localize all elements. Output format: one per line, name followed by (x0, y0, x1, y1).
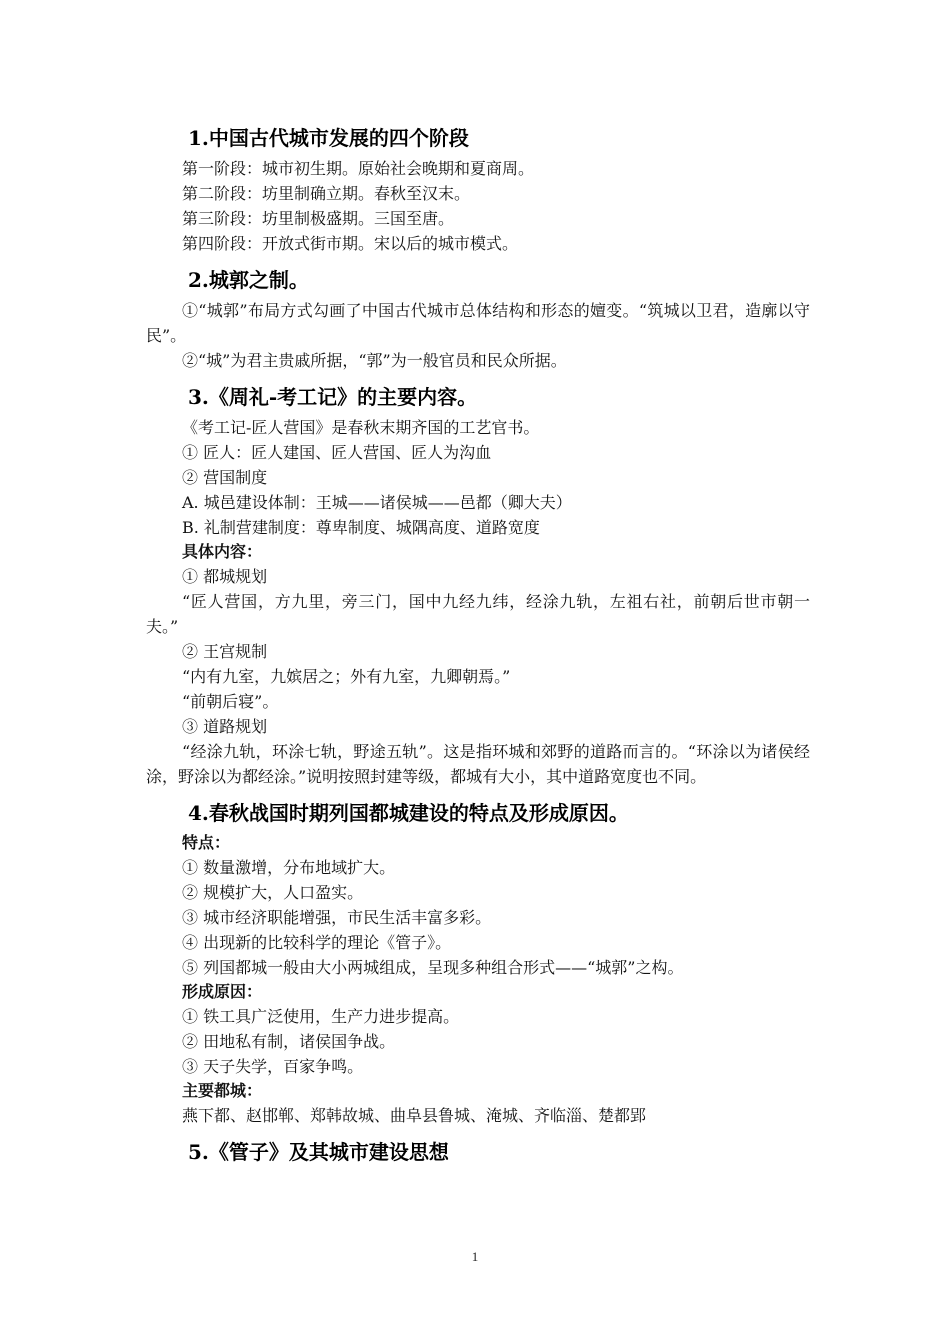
list-item: ① 铁工具广泛使用，生产力进步提高。 (182, 1007, 460, 1026)
list-item: ⑤ 列国都城一般由大小两城组成，呈现多种组合形式——“城郭”之构。 (182, 958, 684, 977)
paragraph: ①“城郭”布局方式勾画了中国古代城市总体结构和形态的嬗变。“筑城以卫君，造廓以守民”。 (146, 301, 810, 345)
content-line: ② 王宫规制 (182, 642, 268, 661)
spacer (146, 256, 810, 260)
list-item: ② 田地私有制，诸侯国争战。 (182, 1032, 396, 1051)
quote-line: “内有九室，九嫔居之；外有九室，九卿朝焉。” (182, 667, 511, 686)
content-line: ① 都城规划 (182, 567, 268, 586)
content-line: ③ 道路规划 (182, 717, 268, 736)
quote-paragraph: “匠人营国，方九里，旁三门，国中九经九纬，经涂九轨，左祖右社，前朝后世市朝一夫。” (146, 592, 810, 636)
section-2-title: 2.城郭之制。 (188, 268, 309, 292)
page-number: 1 (471, 1249, 479, 1264)
content-line: B. 礼制营建制度：尊卑制度、城隅高度、道路宽度 (182, 518, 540, 537)
quote-paragraph: “经涂九轨，环涂七轨，野途五轨”。这是指环城和郊野的道路而言的。“环涂以为诸侯经涂，野涂以为都经涂。”说明按照封建等级，都城有大小，其中道路宽度也不同。 (146, 742, 810, 786)
section-5-title: 5.《管子》及其城市建设思想 (188, 1140, 449, 1164)
stage-line: 第三阶段：坊里制极盛期。三国至唐。 (182, 209, 455, 228)
quote-line: “前朝后寝”。 (182, 692, 279, 711)
content-line: A. 城邑建设体制：王城——诸侯城——邑都（卿大夫） (182, 493, 572, 512)
document-body (146, 118, 810, 1170)
section-1-title: 1.中国古代城市发展的四个阶段 (188, 126, 469, 150)
list-item: ④ 出现新的比较科学的理论《管子》。 (182, 933, 452, 952)
capitals-line: 燕下都、赵邯郸、郑韩故城、曲阜县鲁城、淹城、齐临淄、楚都郢 (182, 1106, 647, 1125)
list-item: ① 数量激增，分布地域扩大。 (182, 858, 396, 877)
paragraph: ②“城”为君主贵戚所据，“郭”为一般官员和民众所据。 (182, 351, 567, 370)
spacer (146, 789, 810, 793)
stage-line: 第一阶段：城市初生期。原始社会晚期和夏商周。 (182, 159, 535, 178)
spacer (146, 1128, 810, 1132)
stage-line: 第二阶段：坊里制确立期。春秋至汉末。 (182, 184, 471, 203)
list-item: ② 规模扩大，人口盈实。 (182, 883, 364, 902)
list-item: ③ 天子失学，百家争鸣。 (182, 1057, 364, 1076)
section-3-title: 3.《周礼-考工记》的主要内容。 (188, 385, 478, 409)
sub-heading: 特点： (182, 833, 231, 852)
sub-heading: 具体内容： (182, 542, 263, 561)
sub-heading: 形成原因： (182, 982, 263, 1001)
stage-line: 第四阶段：开放式街市期。宋以后的城市模式。 (182, 234, 519, 253)
spacer (146, 373, 810, 377)
content-line: ① 匠人：匠人建国、匠人营国、匠人为沟血 (182, 443, 492, 462)
sub-heading: 主要都城： (182, 1081, 263, 1100)
list-item: ③ 城市经济职能增强，市民生活丰富多彩。 (182, 908, 492, 927)
content-line: ② 营国制度 (182, 468, 268, 487)
section-4-title: 4.春秋战国时期列国都城建设的特点及形成原因。 (188, 801, 629, 825)
content-line: 《考工记-匠人营国》是春秋末期齐国的工艺官书。 (182, 418, 540, 437)
